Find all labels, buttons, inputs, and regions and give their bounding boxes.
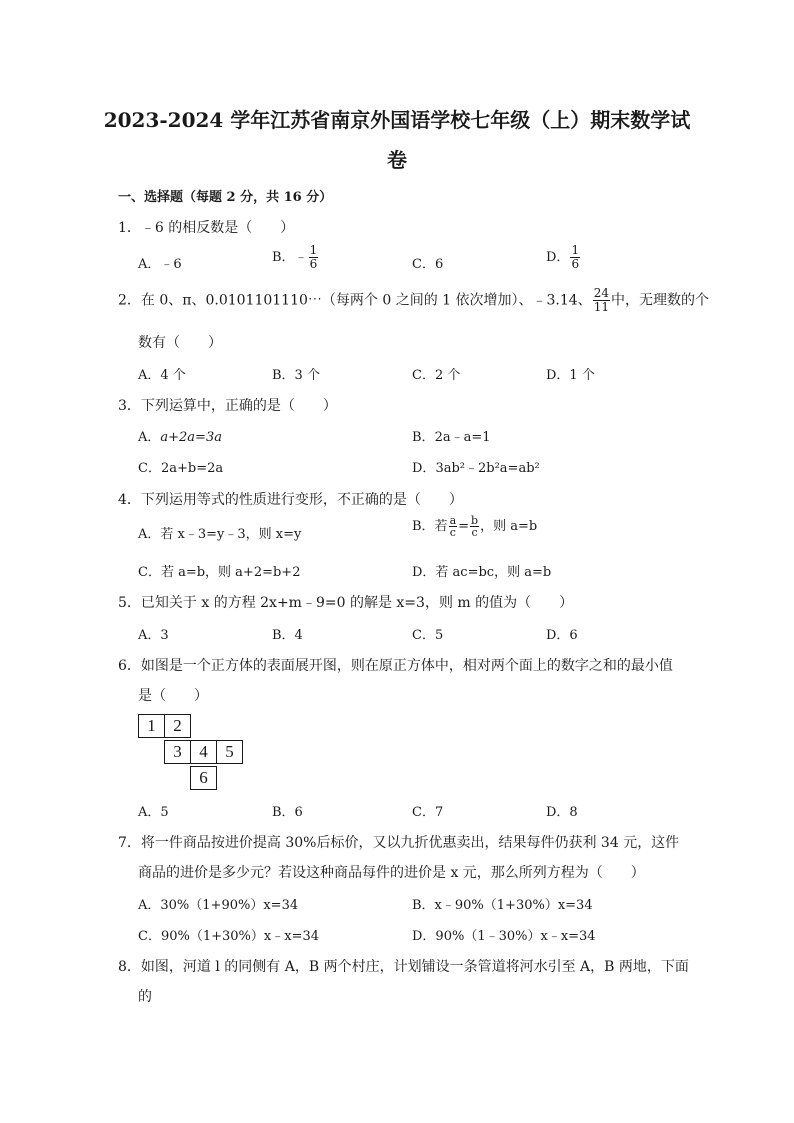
q5-option-c: C．5 (412, 628, 444, 643)
q7-option-d: D．90%（1﹣30%）x﹣x=34 (412, 929, 596, 944)
q4-option-b: B．若 $\frac{a}{c}$ = $\frac{b}{c}$ ，则 a=b (412, 514, 538, 539)
question-2-continuation: 数有（ ） (138, 335, 222, 351)
question-7-stem: 7．将一件商品按进价提高 30%后标价，又以九折优惠卖出，结果每件仍获利 34 元，这件 (118, 835, 680, 851)
q6-option-c: C．7 (412, 805, 444, 820)
q4-fraction-a-over-c: $\frac{a}{c}$ (449, 514, 457, 539)
exam-title-line2: 卷 (387, 148, 407, 172)
question-2-stem: 2．在 0、π、0.0101101110⋯（每两个 0 之间的 1 依次增加）、﹣3.14、 $\frac{24}{11}$ 中，无理数的个 (118, 286, 709, 314)
q6-option-a: A．5 (138, 805, 169, 820)
question-8-stem: 8．如图，河道 l 的同侧有 A，B 两个村庄，计划铺设一条管道将河水引至 A，B 两地，下面 (118, 959, 689, 975)
q5-option-b: B．4 (272, 628, 303, 643)
q4-option-d: D．若 ac=bc，则 a=b (412, 565, 552, 580)
q3-option-d: D．3ab²﹣2b²a=ab² (412, 461, 540, 476)
q5-option-a: A．3 (138, 628, 169, 643)
q1-option-b: B．﹣ $\frac{1}{6}$ (272, 243, 318, 271)
q4-option-c: C．若 a=b，则 a+2=b+2 (138, 565, 301, 580)
question-6-continuation: 是（ ） (138, 688, 208, 704)
q7-option-a: A．30%（1+90%）x=34 (138, 898, 299, 913)
q2-option-b: B．3 个 (272, 368, 320, 383)
q1-option-d: D． $\frac{1}{6}$ (546, 243, 580, 271)
q2-fraction: $\frac{24}{11}$ (593, 286, 609, 314)
q1-option-d-fraction: $\frac{1}{6}$ (571, 243, 580, 271)
q7-option-b: B．x﹣90%（1+30%）x=34 (412, 898, 593, 913)
question-3-stem: 3．下列运算中，正确的是（ ） (118, 398, 337, 414)
exam-title-line1: 2023-2024 学年江苏省南京外国语学校七年级（上）期末数学试 (103, 108, 691, 132)
q3-option-a: A．a+2a=3a (138, 430, 222, 445)
q4-fraction-b-over-c: $\frac{b}{c}$ (471, 514, 479, 539)
q6-option-d: D．8 (546, 805, 578, 820)
cube-face-6: 6 (190, 766, 217, 790)
question-8-continuation: 的 (138, 989, 152, 1005)
cube-face-2: 2 (164, 714, 191, 738)
section-heading-choice: 一、选择题（每题 2 分，共 16 分） (118, 190, 333, 205)
cube-face-3: 3 (164, 740, 191, 764)
question-1-stem: 1．﹣6 的相反数是（ ） (118, 220, 295, 236)
q5-option-d: D．6 (546, 628, 578, 643)
q3-option-c: C．2a+b=2a (138, 461, 224, 476)
question-4-stem: 4．下列运用等式的性质进行变形，不正确的是（ ） (118, 492, 463, 508)
question-5-stem: 5．已知关于 x 的方程 2x+m﹣9=0 的解是 x=3，则 m 的值为（ ） (118, 595, 574, 611)
question-7-continuation: 商品的进价是多少元？若设这种商品每件的进价是 x 元，那么所列方程为（ ） (138, 865, 645, 881)
q1-option-b-fraction: $\frac{1}{6}$ (309, 243, 318, 271)
q4-option-a: A．若 x﹣3=y﹣3，则 x=y (138, 527, 302, 542)
q1-option-c: C．6 (412, 257, 444, 272)
cube-face-5: 5 (216, 740, 243, 764)
q2-option-d: D．1 个 (546, 368, 595, 383)
question-6-stem: 6．如图是一个正方体的表面展开图，则在原正方体中，相对两个面上的数字之和的最小值 (118, 658, 673, 674)
q1-option-a: A．﹣6 (138, 257, 182, 272)
q2-option-c: C．2 个 (412, 368, 461, 383)
cube-face-4: 4 (190, 740, 217, 764)
cube-face-1: 1 (138, 714, 165, 738)
q7-option-c: C．90%（1+30%）x﹣x=34 (138, 929, 319, 944)
q6-option-b: B．6 (272, 805, 303, 820)
q2-option-a: A．4 个 (138, 368, 186, 383)
q3-option-b: B．2a﹣a=1 (412, 430, 491, 445)
